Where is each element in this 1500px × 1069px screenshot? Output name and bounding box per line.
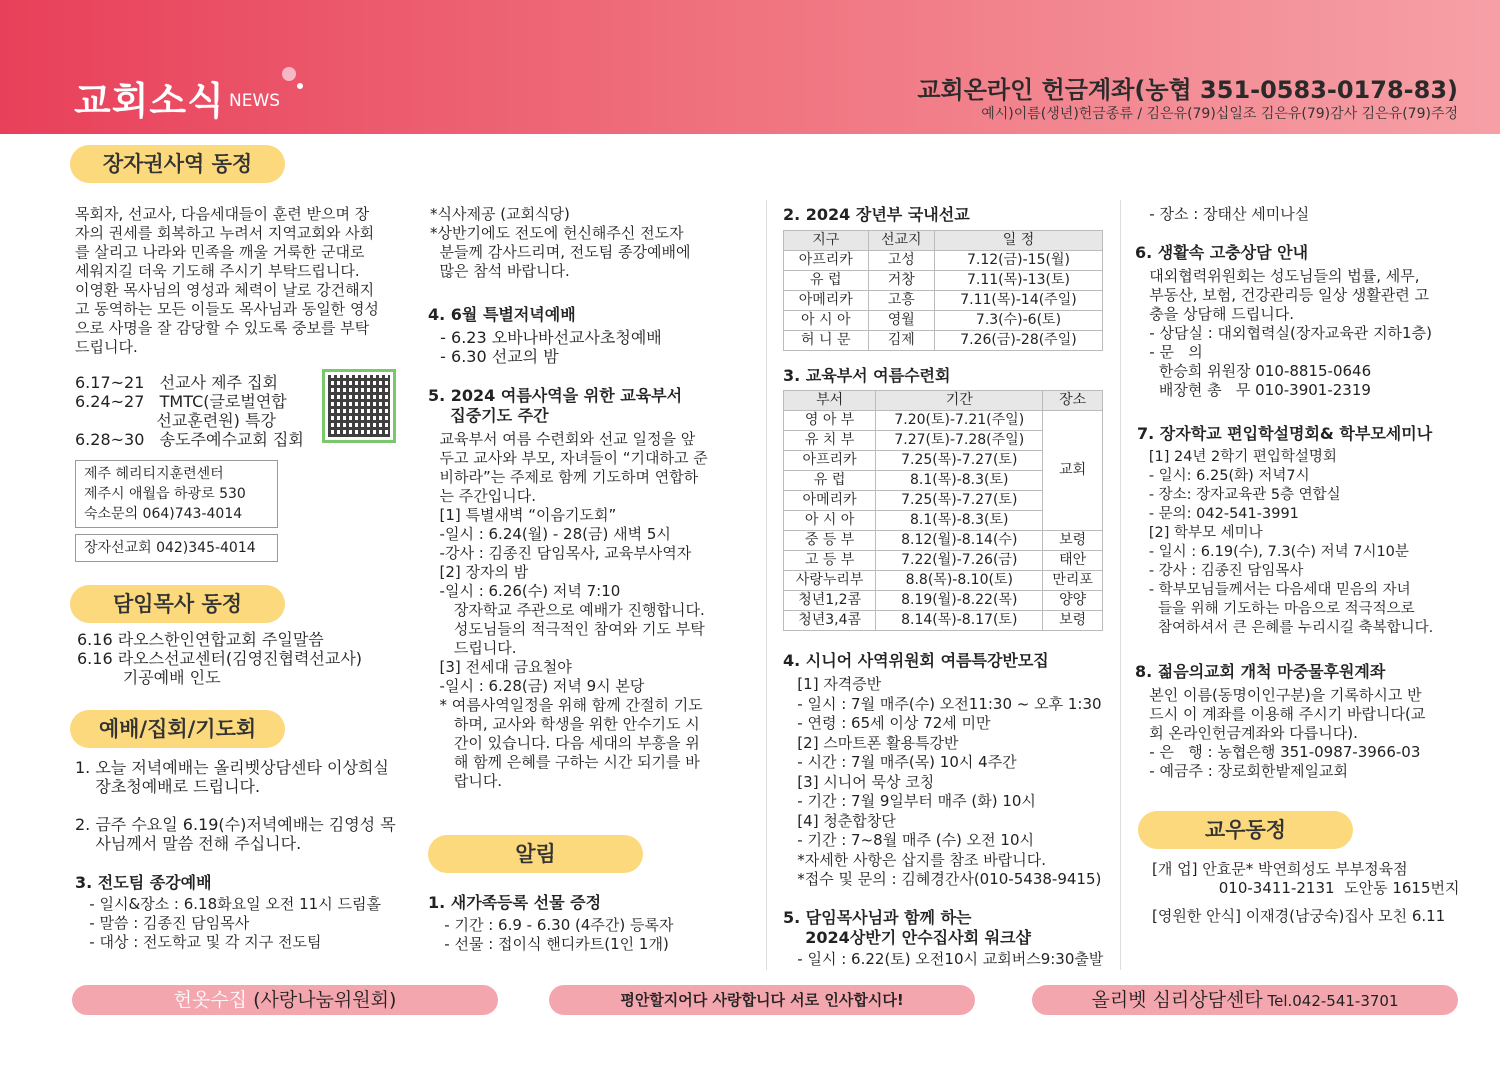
table-header: 기간	[876, 391, 1043, 411]
table-cell: 고성	[868, 251, 934, 271]
table-cell: 청년1,2콤	[784, 591, 876, 611]
table-row	[784, 551, 1103, 571]
table-row	[784, 331, 1103, 351]
special-evening-text: - 6.23 오바나바선교사초청예배 - 6.30 선교의 밤	[440, 328, 662, 366]
table-cell: 아 시 아	[784, 311, 869, 331]
church-plant-text: 본인 이름(동명이인구분)을 기록하시고 반 드시 이 계좌를 이용해 주시기 바랍니다(교 회 온라인헌금계좌와 다릅니다). - 은 행 : 농협은행 351-0987-3966-03 - 예금주 : 장로회한밭제일교회	[1149, 686, 1426, 780]
pill-label: 올리벳 심리상담센타	[1091, 989, 1263, 1011]
summer-retreat-table	[783, 390, 1103, 631]
section-heading-member-news: 교우동정	[1138, 811, 1353, 849]
pill-label: 헌옷수집	[173, 989, 248, 1011]
table-cell: 영 아 부	[784, 411, 876, 431]
counseling-center-pill	[1032, 985, 1458, 1015]
table-cell-place: 보령	[1043, 611, 1103, 631]
table-cell: 청년3,4콤	[784, 611, 876, 631]
table-cell: 7.12(금)-15(월)	[934, 251, 1102, 271]
table-cell-place: 태안	[1043, 551, 1103, 571]
table-cell: 유 럽	[784, 271, 869, 291]
table-cell: 아메리카	[784, 291, 869, 311]
pill-phone: Tel.042-541-3701	[1262, 992, 1399, 1010]
pill-label: (사랑나눔위원회)	[247, 989, 397, 1011]
table-cell: 허 니 문	[784, 331, 869, 351]
greeting-pill: 평안할지어다 사랑합니다 서로 인사합시다!	[549, 985, 975, 1015]
table-header: 장소	[1043, 391, 1103, 411]
column-divider	[1120, 200, 1121, 970]
table-cell: 8.1(목)-8.3(토)	[876, 511, 1043, 531]
table-cell: 8.12(월)-8.14(수)	[876, 531, 1043, 551]
table-cell: 8.19(월)-8.22(목)	[876, 591, 1043, 611]
table-row	[784, 571, 1103, 591]
worship-item-1: 1. 오늘 저녁예배는 올리벳상담센타 이상희실 장초청예배로 드립니다.	[75, 758, 389, 796]
table-cell: 8.8(목)-8.10(토)	[876, 571, 1043, 591]
table-cell: 유 치 부	[784, 431, 876, 451]
domestic-mission-table	[783, 230, 1103, 351]
summer-retreat-title: 3. 교육부서 여름수련회	[783, 366, 951, 385]
table-cell: 7.3(수)-6(토)	[934, 311, 1102, 331]
table-row	[784, 411, 1103, 431]
header-banner	[0, 0, 1500, 134]
table-header-row	[784, 391, 1103, 411]
counsel-text: 대외협력위원회는 성도님들의 법률, 세무, 부동산, 보험, 건강관리등 일상 생활관련 고 충을 상담해 드립니다. - 상담실 : 대외협력실(장자교육관 지하1층) - 문 의 한승희 위원장 010-8815-0646 배장현 총 무 010-3901-2319	[1149, 267, 1432, 399]
summer-prayer-text: 교육부서 여름 수련회와 선교 일정을 앞 두고 교사와 부모, 자녀들이 “기대하고 준 비하라”는 주제로 함께 기도하며 연합하 는 주간입니다. [1] 특별새벽 “이음기도회” -일시 : 6.24(월) - 28(금) 새벽 5시 -강사 : 김종진 담임목사, 교육부사역자 [2] 장자의 밤 -일시 : 6.26(수) 저녁 7:10 장자학교 주관으로 예배가 진행합니다. 성도님들의 적극적인 참여와 기도 부탁 드립니다. [3] 전세대 금요철야 -일시 : 6.28(금) 저녁 9시 본당 * 여름사역일정을 위해 함께 간절히 기도 하며, 교사와 학생을 위한 안수기도 시 간이 있습니다. 다음 세대의 부흥을 위 해 함께 은혜를 구하는 시간 되기를 바 랍니다.	[439, 430, 708, 790]
school-seminar-text: [1] 24년 2학기 편입학설명회 - 일시: 6.25(화) 저녁7시 - 장소: 장자교육관 5층 연합실 - 문의: 042-541-3991 [2] 학부모 세미나 - 일시 : 6.19(수), 7.3(수) 저녁 7시10분 - 강사 : 김종진 담임목사 - 학부모님들께서는 다음세대 믿음의 자녀 들을 위해 기도하는 마음으로 적극적으로 참여하셔서 큰 은혜를 누리시길 축복합니다.	[1148, 449, 1434, 636]
table-cell: 7.20(토)-7.21(주일)	[876, 411, 1043, 431]
table-row	[784, 251, 1103, 271]
offering-account: 교회온라인 헌금계좌(농협 351-0583-0178-83)	[917, 76, 1458, 104]
table-header: 부서	[784, 391, 876, 411]
table-cell: 영월	[868, 311, 934, 331]
church-plant-title: 8. 젊음의교회 개척 마중물후원계좌	[1135, 662, 1386, 681]
table-cell: 아프리카	[784, 251, 869, 271]
table-cell: 7.25(목)-7.27(토)	[876, 491, 1043, 511]
table-cell: 유 럽	[784, 471, 876, 491]
counsel-title: 6. 생활속 고충상담 안내	[1135, 243, 1309, 262]
table-row	[784, 591, 1103, 611]
school-seminar-title: 7. 장자학교 편입학설명회& 학부모세미나	[1137, 424, 1433, 443]
table-cell: 8.14(목)-8.17(토)	[876, 611, 1043, 631]
pastor-schedule-text: 6.16 라오스한인연합교회 주일말씀 6.16 라오스선교센터(김영진협력선교사) 기공예배 인도	[77, 630, 363, 687]
table-cell: 7.11(목)-13(토)	[934, 271, 1102, 291]
summer-prayer-title: 5. 2024 여름사역을 위한 교육부서 집중기도 주간	[428, 386, 683, 425]
section-heading-elder-ministry: 장자권사역 동정	[70, 145, 285, 183]
table-row	[784, 271, 1103, 291]
mission-contact-box: 장자선교회 042)345-4014	[75, 534, 278, 562]
workshop-title: 5. 담임목사님과 함께 하는 2024상반기 안수집사회 워크샵	[783, 908, 1031, 947]
table-row	[784, 531, 1103, 551]
worship-item-2: 2. 금주 수요일 6.19(수)저녁예배는 김영성 목 사님께서 말씀 전해 주십니다.	[75, 815, 396, 853]
table-row	[784, 291, 1103, 311]
page-title: 교회소식	[74, 79, 225, 123]
workshop-text: - 일시 : 6.22(토) 오전10시 교회버스9:30출발	[783, 950, 1104, 968]
table-cell: 거창	[868, 271, 934, 291]
decor-dot-icon	[282, 67, 296, 81]
section-heading-pastor: 담임목사 동정	[70, 585, 285, 623]
clothing-collection-pill	[72, 985, 498, 1015]
meal-notice-text: *식사제공 (교회식당) *상반기에도 전도에 헌신해주신 전도자 분들께 감사드리며, 전도팀 종강예배에 많은 참석 바랍니다.	[430, 205, 691, 280]
table-row	[784, 611, 1103, 631]
special-evening-title: 4. 6월 특별저녁예배	[428, 305, 576, 324]
senior-class-text: [1] 자격증반 - 일시 : 7월 매주(수) 오전11:30 ~ 오후 1:30 - 연령 : 65세 이상 72세 미만 [2] 스마트폰 활용특강반 - 시간 : 7월 매주(목) 10시 4주간 [3] 시니어 묵상 코칭 - 기간 : 7월 9일부터 매주 (화) 10시 [4] 청춘합창단 - 기간 : 7~8월 매주 (수) 오전 10시 *자세한 사항은 삽지를 참조 바랍니다. *접수 및 문의 : 김혜경간사(010-5438-9415)	[797, 675, 1102, 888]
table-header: 선교지	[868, 231, 934, 251]
table-row	[784, 311, 1103, 331]
workshop-place-text: - 장소 : 장태산 세미나실	[1135, 205, 1310, 223]
table-cell: 사랑누리부	[784, 571, 876, 591]
table-header-row	[784, 231, 1103, 251]
domestic-mission-title: 2. 2024 장년부 국내선교	[783, 205, 970, 224]
member-news-opening: [개 업] 안효문* 박연희성도 부부정육점 010-3411-2131 도안동 1615번지	[1152, 860, 1460, 897]
table-cell: 8.1(목)-8.3(토)	[876, 471, 1043, 491]
member-news-condolence: [영원한 안식] 이재경(남궁숙)집사 모친 6.11	[1152, 907, 1446, 925]
ministry-schedule: 6.17~21 선교사 제주 집회 6.24~27 TMTC(글로벌연합 선교훈련원) 특강 6.28~30 송도주예수교회 집회	[75, 373, 304, 449]
table-header: 일 정	[934, 231, 1102, 251]
column-divider	[766, 200, 767, 970]
offering-example: 예시)이름(생년)헌금종류 / 김은유(79)십일조 김은유(79)감사 김은유(79)주정	[981, 106, 1458, 122]
table-cell-place: 교회	[1043, 411, 1103, 531]
table-cell: 7.26(금)-28(주일)	[934, 331, 1102, 351]
table-cell: 고흥	[868, 291, 934, 311]
table-cell: 아프리카	[784, 451, 876, 471]
table-cell: 7.25(목)-7.27(토)	[876, 451, 1043, 471]
news-label: NEWS	[229, 91, 281, 111]
table-cell: 김제	[868, 331, 934, 351]
table-cell: 아메리카	[784, 491, 876, 511]
worship-item-3-title: 3. 전도팀 종강예배	[75, 873, 212, 892]
table-cell: 중 등 부	[784, 531, 876, 551]
table-cell: 7.27(토)-7.28(주일)	[876, 431, 1043, 451]
table-cell: 7.11(목)-14(주일)	[934, 291, 1102, 311]
senior-class-title: 4. 시니어 사역위원회 여름특강반모집	[783, 651, 1049, 670]
section-heading-notice: 알림	[428, 835, 643, 873]
table-cell-place: 보령	[1043, 531, 1103, 551]
new-family-text: - 기간 : 6.9 - 6.30 (4주간) 등록자 - 선물 : 접이식 핸디카트(1인 1개)	[444, 916, 674, 953]
table-cell: 7.22(월)-7.26(금)	[876, 551, 1043, 571]
table-cell: 아 시 아	[784, 511, 876, 531]
worship-item-3-text: - 일시&장소 : 6.18화요일 오전 11시 드림홀 - 말씀 : 김종진 담임목사 - 대상 : 전도학교 및 각 지구 전도팀	[89, 895, 381, 951]
section-heading-worship: 예배/집회/기도회	[70, 710, 285, 748]
table-header: 지구	[784, 231, 869, 251]
new-family-title: 1. 새가족등록 선물 증정	[428, 893, 602, 912]
jeju-center-box: 제주 헤리티지훈련센터 제주시 애월읍 하광로 530 숙소문의 064)743-4014	[75, 460, 278, 528]
decor-dot-small-icon	[297, 83, 303, 89]
elder-ministry-text: 목회자, 선교사, 다음세대들이 훈련 받으며 장 자의 권세를 회복하고 누려서 지역교회와 사회 를 살리고 나라와 민족을 깨울 거룩한 군대로 세워지길 더욱 기도해 주시기 부탁드립니다. 이영환 목사님의 영성과 체력이 날로 강건해지 고 동역하는 모든 이들도 목사님과 동일한 영성 으로 사명을 잘 감당할 수 있도록 중보를 부탁 드립니다.	[75, 205, 379, 356]
qr-code-icon[interactable]	[322, 369, 396, 443]
table-cell-place: 만리포	[1043, 571, 1103, 591]
table-cell-place: 양양	[1043, 591, 1103, 611]
table-cell: 고 등 부	[784, 551, 876, 571]
